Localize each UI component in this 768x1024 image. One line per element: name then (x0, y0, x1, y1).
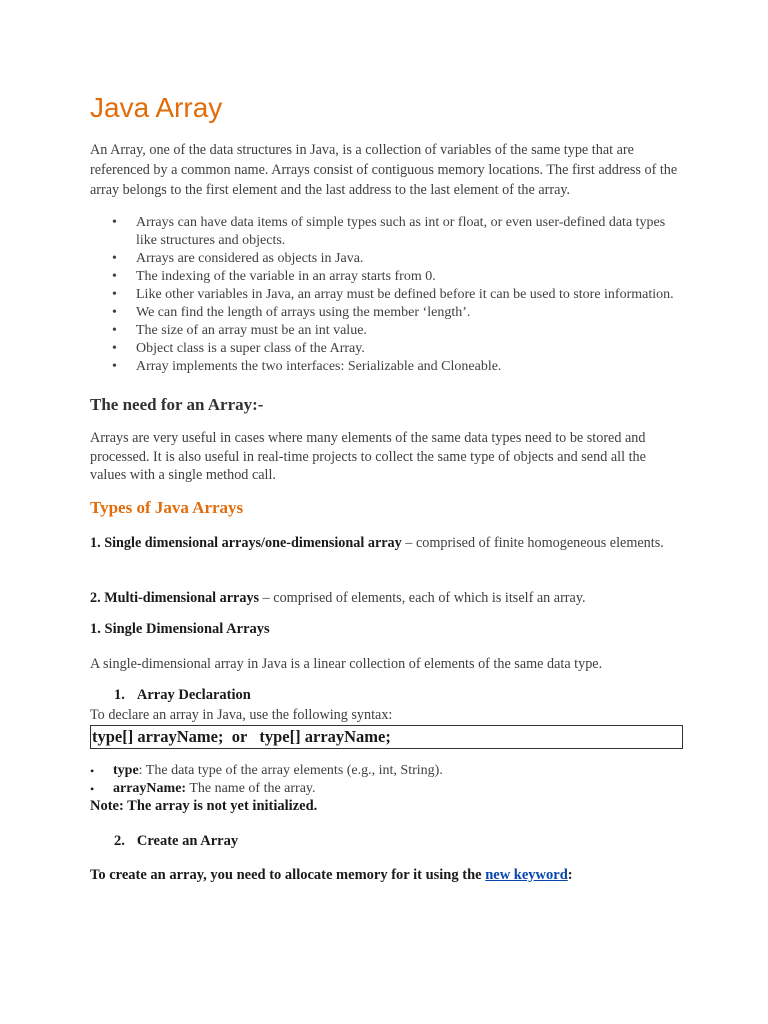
step2-label: Create an Array (136, 833, 239, 849)
create-text: To create an array, you need to allocate memory for it using the (90, 867, 486, 883)
list-item: • Arrays are considered as objects in Java. (90, 250, 682, 268)
step2-heading (114, 833, 238, 850)
list-item: • Arrays can have data items of simple types such as int or float, or even user-defined data types like structures and objects. (90, 214, 682, 250)
need-paragraph: Arrays are very useful in cases where many elements of the same data types need to be stored and processed. It is also useful in real-time projects to collect the same type of objects and send all the values with a single method call. (90, 430, 646, 483)
type1-term: 1. Single dimensional arrays/one-dimensional array (90, 535, 402, 551)
note-text: Note: The array is not yet initialized. (90, 798, 318, 814)
features-list (90, 214, 682, 376)
step1-label: Array Declaration (136, 687, 251, 703)
list-item: • Array implements the two interfaces: Serializable and Cloneable. (90, 358, 682, 376)
list-item (90, 780, 443, 798)
type1-desc: – comprised of finite homogeneous elements. (401, 535, 664, 551)
types-heading: Types of Java Arrays (90, 498, 244, 517)
intro-paragraph: An Array, one of the data structures in Java, is a collection of variables of the same type that are referenced by a common name. Arrays consist of contiguous memory locations. The first address of the array belongs to the first element and the last address to the last element of the array. (90, 142, 678, 198)
step2-number: 2. (114, 833, 125, 849)
list-item: • The size of an array must be an int value. (90, 322, 682, 340)
type2-term: 2. Multi-dimensional arrays (90, 590, 260, 606)
param-term: arrayName: (113, 781, 187, 796)
list-item: • Like other variables in Java, an array must be defined before it can be used to store information. (90, 286, 682, 304)
create-paragraph (90, 867, 573, 884)
single-dim-paragraph: A single-dimensional array in Java is a linear collection of elements of the same data type. (90, 656, 603, 672)
param-term: type (113, 763, 139, 778)
need-heading: The need for an Array:- (90, 395, 264, 414)
list-item (90, 762, 443, 780)
param-desc: : The data type of the array elements (e.g., int, String). (138, 763, 443, 778)
params-list (90, 762, 443, 798)
type2-desc: – comprised of elements, each of which is itself an array. (259, 590, 586, 606)
step1-heading (114, 687, 251, 704)
type1-paragraph (90, 533, 682, 553)
new-keyword-link[interactable]: new keyword (485, 867, 568, 883)
list-item: • Object class is a super class of the Array. (90, 340, 682, 358)
param-desc: The name of the array. (186, 781, 316, 796)
code-block: type[] arrayName; or type[] arrayName; (90, 725, 683, 749)
page-title: Java Array (90, 92, 223, 123)
declare-paragraph: To declare an array in Java, use the following syntax: (90, 707, 393, 723)
step1-number: 1. (114, 687, 125, 703)
type2-paragraph (90, 588, 682, 608)
single-dim-heading: 1. Single Dimensional Arrays (90, 621, 270, 637)
create-end: : (567, 867, 573, 883)
list-item: • The indexing of the variable in an array starts from 0. (90, 268, 682, 286)
list-item: • We can find the length of arrays using the member ‘length’. (90, 304, 682, 322)
